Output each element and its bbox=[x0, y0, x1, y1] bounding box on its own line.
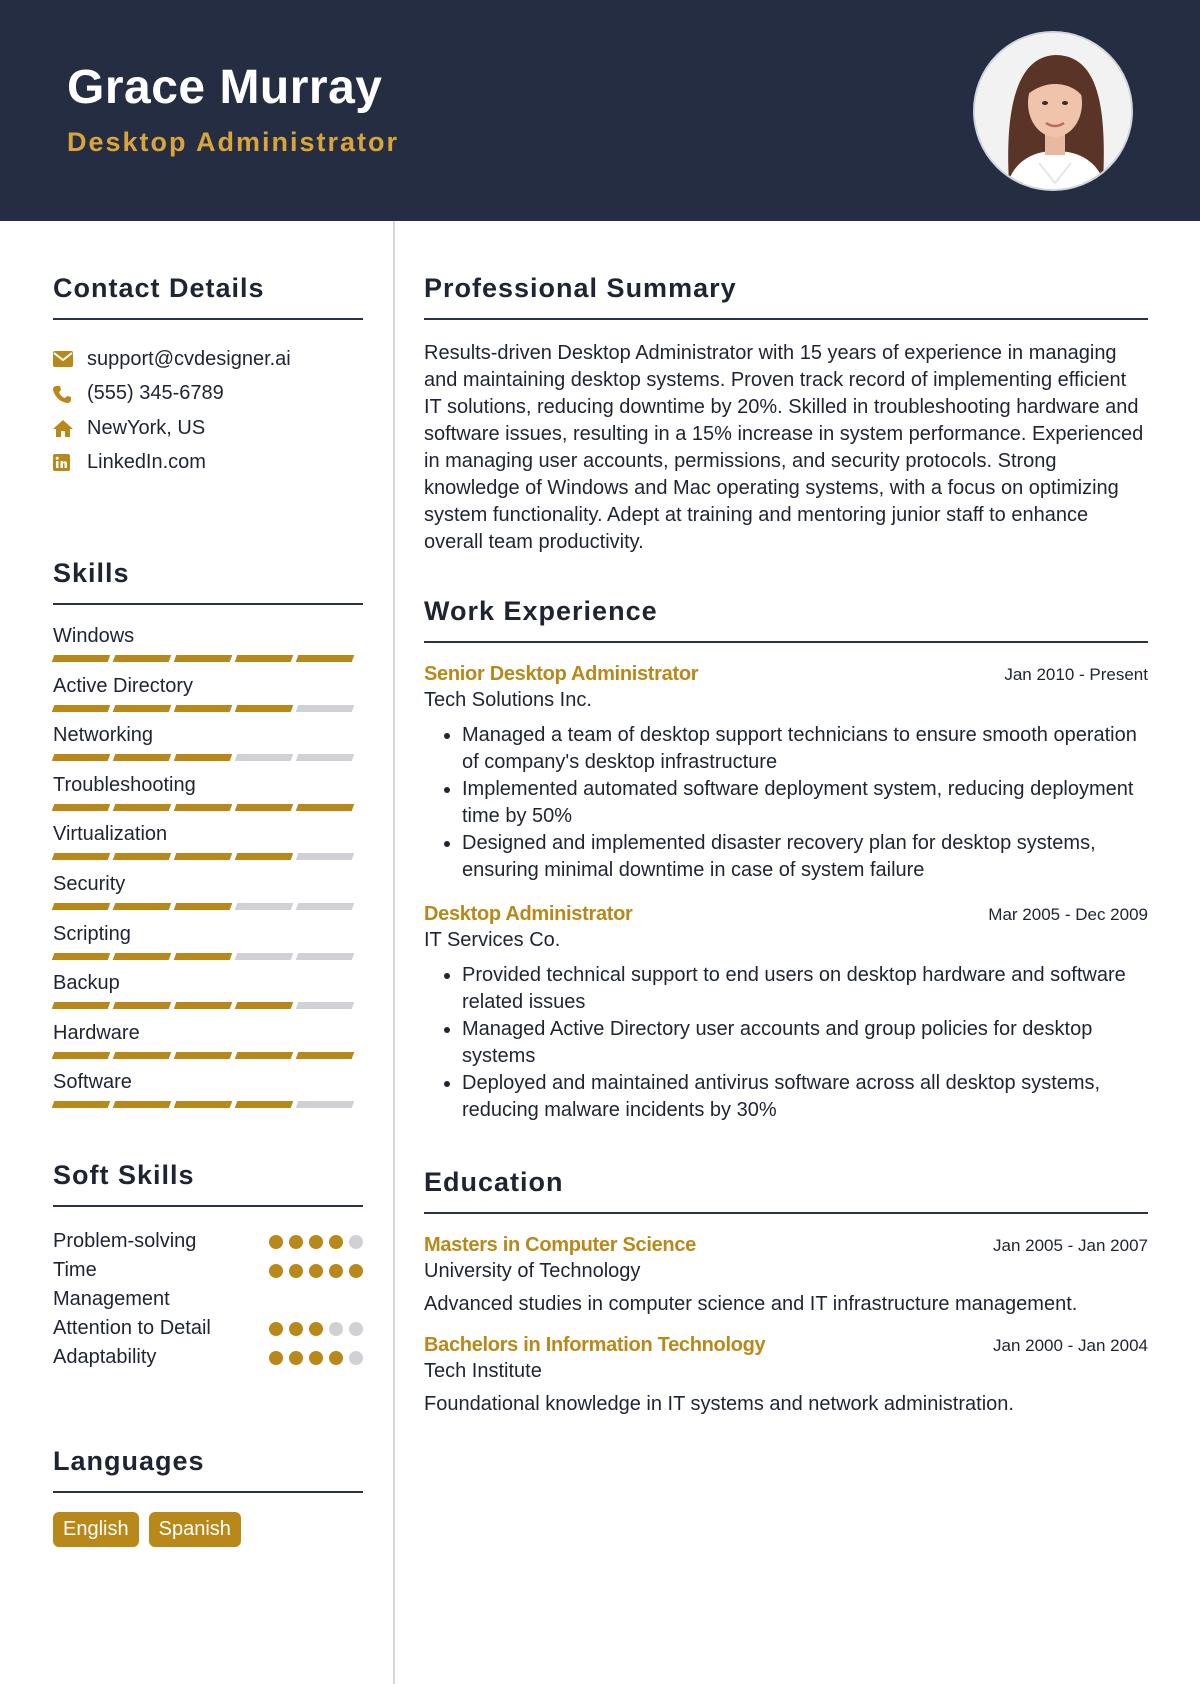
skill-level-filled bbox=[113, 1002, 172, 1009]
contact-phone[interactable] bbox=[53, 377, 363, 412]
header-banner bbox=[0, 0, 1200, 221]
skill-item bbox=[53, 772, 363, 822]
skill-item bbox=[53, 623, 363, 673]
skill-level-bar bbox=[53, 705, 363, 712]
skill-level-empty bbox=[296, 705, 355, 712]
skill-level-empty bbox=[296, 953, 355, 960]
section-rule bbox=[424, 641, 1148, 643]
degree-description: Foundational knowledge in IT systems and network administration. bbox=[424, 1393, 1014, 1415]
skills-heading: Skills bbox=[53, 558, 130, 588]
skill-level-filled bbox=[52, 705, 111, 712]
skill-level-filled bbox=[174, 754, 233, 761]
soft-skill-name: Attention to Detail bbox=[53, 1317, 211, 1339]
education-section bbox=[424, 1167, 1148, 1416]
summary-section bbox=[424, 273, 1148, 556]
skill-level-filled bbox=[52, 754, 111, 761]
skill-item bbox=[53, 871, 363, 921]
contact-phone-text: (555) 345-6789 bbox=[87, 382, 224, 405]
skill-level-filled bbox=[174, 1002, 233, 1009]
skill-level-bar bbox=[53, 953, 363, 960]
rating-dot-empty bbox=[349, 1235, 363, 1249]
degree-description: Advanced studies in computer science and IT infrastructure management. bbox=[424, 1293, 1078, 1315]
skill-level-bar bbox=[53, 853, 363, 860]
language-tag: Spanish bbox=[149, 1512, 241, 1547]
rating-dot-filled bbox=[269, 1322, 283, 1336]
skill-level-empty bbox=[296, 1101, 355, 1108]
summary-heading: Professional Summary bbox=[424, 273, 737, 303]
job-bullet: • Provided technical support to end users on desktop hardware and software related issues bbox=[462, 962, 1148, 1016]
soft-skill-rating bbox=[263, 1343, 363, 1365]
section-rule bbox=[424, 318, 1148, 320]
skill-level-filled bbox=[174, 903, 233, 910]
skill-item bbox=[53, 821, 363, 871]
rating-dot-filled bbox=[269, 1264, 283, 1278]
degree-date: Jan 2005 - Jan 2007 bbox=[992, 1236, 1148, 1255]
skill-level-bar bbox=[53, 1101, 363, 1108]
envelope-icon bbox=[53, 351, 87, 367]
skill-item bbox=[53, 970, 363, 1020]
skill-level-filled bbox=[235, 1002, 294, 1009]
rating-dot-filled bbox=[309, 1235, 323, 1249]
section-rule bbox=[53, 1491, 363, 1493]
home-icon bbox=[53, 420, 87, 437]
soft-skill-name: Problem-solving bbox=[53, 1230, 197, 1252]
rating-dot-filled bbox=[289, 1322, 303, 1336]
skill-level-empty bbox=[296, 903, 355, 910]
contact-location-text: NewYork, US bbox=[87, 416, 206, 439]
job-company: Tech Solutions Inc. bbox=[424, 689, 592, 711]
skill-level-filled bbox=[235, 705, 294, 712]
job-date: Jan 2010 - Present bbox=[1004, 665, 1148, 684]
phone-icon bbox=[53, 385, 87, 403]
language-list bbox=[53, 1512, 363, 1547]
skill-level-filled bbox=[113, 953, 172, 960]
skill-level-filled bbox=[174, 655, 233, 662]
rating-dot-filled bbox=[329, 1235, 343, 1249]
skill-level-filled bbox=[174, 853, 233, 860]
job-entry bbox=[424, 663, 1148, 884]
skill-level-filled bbox=[113, 754, 172, 761]
skill-level-bar bbox=[53, 1002, 363, 1009]
skill-level-filled bbox=[235, 853, 294, 860]
skill-level-bar bbox=[53, 655, 363, 662]
job-bullets bbox=[424, 722, 1148, 884]
skill-level-empty bbox=[296, 1002, 355, 1009]
skill-level-filled bbox=[113, 1101, 172, 1108]
skill-level-filled bbox=[52, 853, 111, 860]
skill-list bbox=[53, 623, 363, 1119]
school-name: Tech Institute bbox=[424, 1360, 542, 1382]
contact-email-text: support@cvdesigner.ai bbox=[87, 347, 291, 370]
skill-level-empty bbox=[296, 754, 355, 761]
skill-level-filled bbox=[52, 953, 111, 960]
skill-level-bar bbox=[53, 903, 363, 910]
rating-dot-empty bbox=[349, 1351, 363, 1365]
skill-level-empty bbox=[296, 853, 355, 860]
skill-item bbox=[53, 722, 363, 772]
skill-level-filled bbox=[235, 1052, 294, 1059]
skill-level-filled bbox=[296, 804, 355, 811]
skill-level-filled bbox=[52, 655, 111, 662]
job-date: Mar 2005 - Dec 2009 bbox=[988, 905, 1148, 924]
candidate-name: Grace Murray bbox=[67, 61, 383, 114]
rating-dot-empty bbox=[329, 1322, 343, 1336]
skill-level-filled bbox=[174, 705, 233, 712]
rating-dot-filled bbox=[329, 1351, 343, 1365]
job-bullet: • Designed and implemented disaster recovery plan for desktop systems, ensuring minimal downtime in case of system failure bbox=[462, 830, 1148, 884]
skill-level-filled bbox=[52, 1052, 111, 1059]
section-rule bbox=[424, 1212, 1148, 1214]
portrait-image bbox=[975, 33, 1133, 191]
summary-text: Results-driven Desktop Administrator with 15 years of experience in managing and maintaining desktop systems. Proven track record of implementing efficient IT solutions, reducing downtime by 20%. Skilled in troubleshooting hardware and software issues, resulting in a 15% increase in system performance. Experienced in managing user accounts, permissions, and security protocols. Strong knowledge of Windows and Mac operating systems, with a focus on optimizing system functionality. Adept at training and mentoring junior staff to enhance overall team productivity. bbox=[424, 342, 1144, 553]
degree-title: Bachelors in Information Technology bbox=[424, 1334, 766, 1356]
skill-level-bar bbox=[53, 1052, 363, 1059]
skill-level-bar bbox=[53, 754, 363, 761]
skill-level-filled bbox=[52, 1002, 111, 1009]
skill-item bbox=[53, 673, 363, 723]
soft-skills-section bbox=[53, 1160, 363, 1372]
rating-dot-filled bbox=[309, 1264, 323, 1278]
skill-name: Windows bbox=[53, 625, 135, 647]
rating-dot-empty bbox=[349, 1322, 363, 1336]
job-bullet: • Implemented automated software deployment system, reducing deployment time by 50% bbox=[462, 776, 1148, 830]
skill-name: Hardware bbox=[53, 1021, 140, 1044]
skill-level-empty bbox=[235, 953, 294, 960]
skill-name: Security bbox=[53, 872, 126, 895]
job-title: Desktop Administrator bbox=[424, 903, 633, 925]
skills-section bbox=[53, 558, 363, 1119]
job-bullet: • Managed a team of desktop support technicians to ensure smooth operation of company's desktop infrastructure bbox=[462, 722, 1148, 776]
soft-skill-name: Time Management bbox=[53, 1259, 170, 1310]
skill-level-filled bbox=[113, 853, 172, 860]
soft-skill-item bbox=[53, 1314, 363, 1343]
contact-section bbox=[53, 273, 363, 480]
job-entry bbox=[424, 903, 1148, 1124]
rating-dot-filled bbox=[289, 1235, 303, 1249]
education-entry bbox=[424, 1234, 1148, 1316]
column-divider bbox=[393, 221, 395, 1684]
rating-dot-filled bbox=[289, 1351, 303, 1365]
skill-name: Troubleshooting bbox=[53, 773, 196, 796]
skill-level-filled bbox=[174, 1052, 233, 1059]
skill-level-filled bbox=[113, 1052, 172, 1059]
language-tag: English bbox=[53, 1512, 139, 1547]
skill-level-filled bbox=[113, 804, 172, 811]
school-name: University of Technology bbox=[424, 1260, 641, 1282]
skill-name: Networking bbox=[53, 724, 154, 747]
soft-skill-rating bbox=[263, 1256, 363, 1278]
soft-skill-list bbox=[53, 1227, 363, 1372]
skill-level-filled bbox=[235, 655, 294, 662]
skill-level-filled bbox=[174, 1101, 233, 1108]
rating-dot-filled bbox=[269, 1235, 283, 1249]
skill-level-filled bbox=[52, 1101, 111, 1108]
linkedin-icon bbox=[53, 454, 87, 471]
job-bullet: • Managed Active Directory user accounts and group policies for desktop systems bbox=[462, 1016, 1148, 1070]
languages-heading: Languages bbox=[53, 1446, 205, 1476]
skill-name: Virtualization bbox=[53, 823, 168, 846]
contact-location bbox=[53, 411, 363, 446]
skill-level-filled bbox=[52, 903, 111, 910]
job-company: IT Services Co. bbox=[424, 929, 561, 951]
skill-level-empty bbox=[235, 903, 294, 910]
contact-linkedin-text: LinkedIn.com bbox=[87, 451, 206, 474]
skill-level-filled bbox=[174, 953, 233, 960]
skill-level-filled bbox=[296, 1052, 355, 1059]
education-heading: Education bbox=[424, 1167, 564, 1197]
skill-item bbox=[53, 1069, 363, 1119]
job-bullets bbox=[424, 962, 1148, 1124]
soft-skills-heading: Soft Skills bbox=[53, 1160, 195, 1190]
skill-item bbox=[53, 1020, 363, 1070]
skill-name: Active Directory bbox=[53, 674, 194, 697]
soft-skill-rating bbox=[263, 1314, 363, 1336]
skill-level-empty bbox=[235, 754, 294, 761]
soft-skill-rating bbox=[263, 1227, 363, 1249]
languages-section bbox=[53, 1446, 363, 1547]
contact-heading: Contact Details bbox=[53, 273, 265, 303]
section-rule bbox=[53, 1205, 363, 1207]
section-rule bbox=[53, 603, 363, 605]
soft-skill-item bbox=[53, 1343, 363, 1372]
skill-level-filled bbox=[235, 804, 294, 811]
soft-skill-item bbox=[53, 1227, 363, 1256]
soft-skill-name: Adaptability bbox=[53, 1346, 157, 1368]
degree-date: Jan 2000 - Jan 2004 bbox=[992, 1336, 1148, 1355]
job-title: Senior Desktop Administrator bbox=[424, 663, 699, 685]
skill-level-filled bbox=[174, 804, 233, 811]
skill-level-filled bbox=[113, 903, 172, 910]
contact-email[interactable] bbox=[53, 342, 363, 377]
rating-dot-filled bbox=[309, 1322, 323, 1336]
skill-level-filled bbox=[113, 655, 172, 662]
skill-name: Software bbox=[53, 1071, 132, 1094]
soft-skill-item bbox=[53, 1256, 363, 1314]
section-rule bbox=[53, 318, 363, 320]
candidate-title: Desktop Administrator bbox=[67, 127, 400, 157]
contact-linkedin[interactable] bbox=[53, 446, 363, 481]
rating-dot-filled bbox=[269, 1351, 283, 1365]
job-bullet: • Deployed and maintained antivirus software across all desktop systems, reducing malware incidents by 30% bbox=[462, 1070, 1148, 1124]
rating-dot-filled bbox=[289, 1264, 303, 1278]
rating-dot-filled bbox=[309, 1351, 323, 1365]
degree-title: Masters in Computer Science bbox=[424, 1234, 696, 1256]
skill-name: Backup bbox=[53, 972, 120, 995]
profile-photo bbox=[973, 31, 1133, 191]
skill-level-filled bbox=[113, 705, 172, 712]
rating-dot-filled bbox=[329, 1264, 343, 1278]
education-entry bbox=[424, 1334, 1148, 1416]
rating-dot-filled bbox=[349, 1264, 363, 1278]
skill-item bbox=[53, 921, 363, 971]
skill-level-filled bbox=[235, 1101, 294, 1108]
work-heading: Work Experience bbox=[424, 596, 658, 626]
work-section bbox=[424, 596, 1148, 1124]
skill-name: Scripting bbox=[53, 922, 131, 945]
skill-level-filled bbox=[52, 804, 111, 811]
skill-level-bar bbox=[53, 804, 363, 811]
skill-level-filled bbox=[296, 655, 355, 662]
